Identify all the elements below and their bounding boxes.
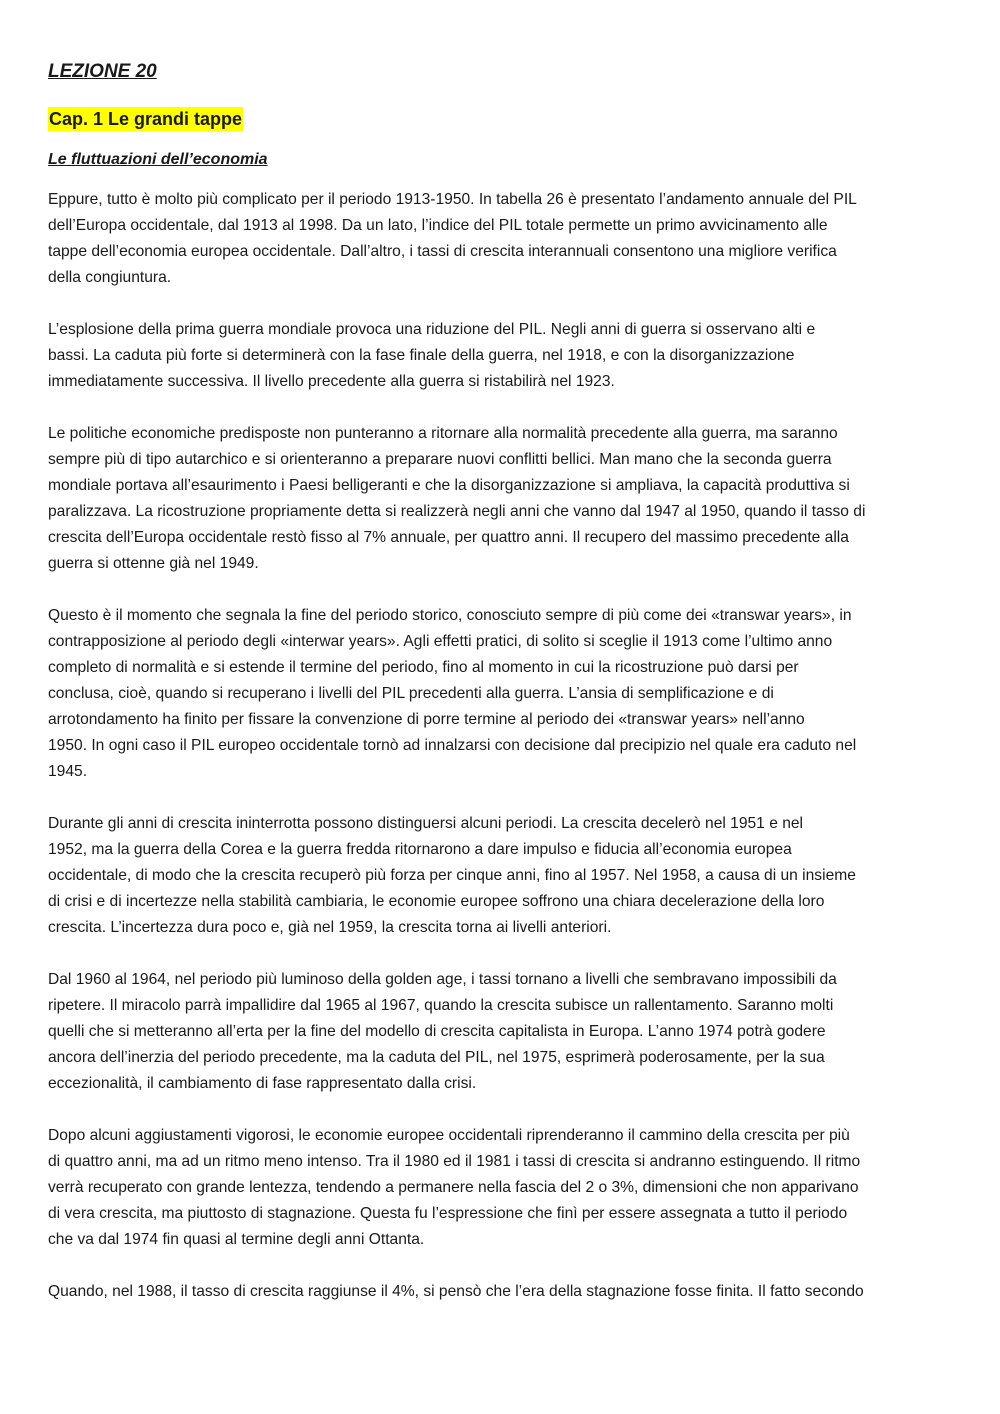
- paragraph-line: ripetere. Il miracolo parrà impallidire dal 1965 al 1967, quando la crescita subisce un rallentamento. Saranno molti: [48, 997, 834, 1014]
- paragraph-line: 1945.: [48, 763, 88, 780]
- paragraph-line: Eppure, tutto è molto più complicato per il periodo 1913-1950. In tabella 26 è presentato l’andamento annuale del PIL: [48, 191, 857, 208]
- chapter-title: Cap. 1 Le grandi tappe: [49, 109, 243, 129]
- paragraph-line: Le politiche economiche predisposte non punteranno a ritornare alla normalità precedente alla guerra, ma saranno: [48, 425, 838, 442]
- paragraph-line: arrotondamento ha finito per fissare la convenzione di porre termine al periodo dei «transwar years» nell’anno: [48, 711, 805, 728]
- paragraph: [48, 603, 954, 785]
- paragraph: [48, 1279, 954, 1305]
- lesson-title: LEZIONE 20: [48, 61, 157, 82]
- paragraph-line: tappe dell’economia europea occidentale. Dall’altro, i tassi di crescita interannuali consentono una migliore verifica: [48, 243, 837, 260]
- paragraph: [48, 421, 954, 577]
- paragraph-line: crescita dell’Europa occidentale restò fisso al 7% annuale, per quattro anni. Il recupero del massimo precedente alla: [48, 529, 849, 546]
- chapter-heading-wrap: [48, 107, 954, 131]
- paragraph-line: crescita. L’incertezza dura poco e, già nel 1959, la crescita torna ai livelli anteriori.: [48, 919, 612, 936]
- document-page: [48, 58, 954, 1331]
- paragraph-line: bassi. La caduta più forte si determinerà con la fase finale della guerra, nel 1918, e con la disorganizzazione: [48, 347, 795, 364]
- paragraph-line: Dopo alcuni aggiustamenti vigorosi, le economie europee occidentali riprenderanno il cammino della crescita per più: [48, 1127, 850, 1144]
- paragraph-line: conclusa, cioè, quando si recuperano i livelli del PIL precedenti alla guerra. L’ansia di semplificazione e di: [48, 685, 774, 702]
- paragraph-line: quelli che si metteranno all’erta per la fine del modello di crescita capitalista in Europa. L’anno 1974 potrà godere: [48, 1023, 826, 1040]
- section-title: Le fluttuazioni dell’economia: [48, 151, 268, 168]
- paragraph-line: di quattro anni, ma ad un ritmo meno intenso. Tra il 1980 ed il 1981 i tassi di crescita si andranno estinguendo. Il ritmo: [48, 1153, 861, 1170]
- paragraph-line: L’esplosione della prima guerra mondiale provoca una riduzione del PIL. Negli anni di guerra si osservano alti e: [48, 321, 816, 338]
- paragraph-line: contrapposizione al periodo degli «interwar years». Agli effetti pratici, di solito si sceglie il 1913 come l’ultimo anno: [48, 633, 833, 650]
- paragraph-line: di crisi e di incertezze nella stabilità cambiaria, le economie europee soffrono una chiara decelerazione della loro: [48, 893, 825, 910]
- paragraph: [48, 1123, 954, 1253]
- paragraph-line: della congiuntura.: [48, 269, 172, 286]
- paragraph-line: Dal 1960 al 1964, nel periodo più luminoso della golden age, i tassi tornano a livelli che sembravano impossibili da: [48, 971, 837, 988]
- paragraph-line: dell’Europa occidentale, dal 1913 al 1998. Da un lato, l’indice del PIL totale permette un primo avvicinamento alle: [48, 217, 828, 234]
- paragraph-line: Questo è il momento che segnala la fine del periodo storico, conosciuto sempre di più come dei «transwar years», in: [48, 607, 852, 624]
- paragraph-line: 1950. In ogni caso il PIL europeo occidentale tornò ad innalzarsi con decisione dal precipizio nel quale era caduto nel: [48, 737, 857, 754]
- paragraph-line: eccezionalità, il cambiamento di fase rappresentato dalla crisi.: [48, 1075, 477, 1092]
- paragraph-line: 1952, ma la guerra della Corea e la guerra fredda ritornarono a dare impulso e fiducia all’economia europea: [48, 841, 792, 858]
- body-text: [48, 187, 954, 1305]
- paragraph-line: immediatamente successiva. Il livello precedente alla guerra si ristabilirà nel 1923.: [48, 373, 615, 390]
- paragraph: [48, 317, 954, 395]
- paragraph-line: verrà recuperato con grande lentezza, tendendo a permanere nella fascia del 2 o 3%, dimensioni che non apparivano: [48, 1179, 859, 1196]
- paragraph-line: occidentale, di modo che la crescita recuperò più forza per cinque anni, fino al 1957. Nel 1958, a causa di un insieme: [48, 867, 856, 884]
- paragraph-line: paralizzava. La ricostruzione propriamente detta si realizzerà negli anni che vanno dal 1947 al 1950, quando il tasso di: [48, 503, 866, 520]
- paragraph-line: guerra si ottenne già nel 1949.: [48, 555, 259, 572]
- paragraph-line: ancora dell’inerzia del periodo precedente, ma la caduta del PIL, nel 1975, esprimerà poderosamente, per la sua: [48, 1049, 825, 1066]
- paragraph: [48, 967, 954, 1097]
- paragraph-line: Quando, nel 1988, il tasso di crescita raggiunse il 4%, si pensò che l’era della stagnazione fosse finita. Il fatto secondo: [48, 1283, 864, 1300]
- paragraph-line: che va dal 1974 fin quasi al termine degli anni Ottanta.: [48, 1231, 425, 1248]
- paragraph-line: sempre più di tipo autarchico e si orienteranno a preparare nuovi conflitti bellici. Man mano che la seconda guerra: [48, 451, 832, 468]
- paragraph-line: completo di normalità e si estende il termine del periodo, fino al momento in cui la ricostruzione può darsi per: [48, 659, 799, 676]
- paragraph: [48, 187, 954, 291]
- paragraph: [48, 811, 954, 941]
- paragraph-line: mondiale portava all’esaurimento i Paesi belligeranti e che la disorganizzazione si ampliava, la capacità produttiva si: [48, 477, 850, 494]
- paragraph-line: Durante gli anni di crescita ininterrotta possono distinguersi alcuni periodi. La crescita decelerò nel 1951 e nel: [48, 815, 804, 832]
- paragraph-line: di vera crescita, ma piuttosto di stagnazione. Questa fu l’espressione che finì per essere assegnata a tutto il periodo: [48, 1205, 848, 1222]
